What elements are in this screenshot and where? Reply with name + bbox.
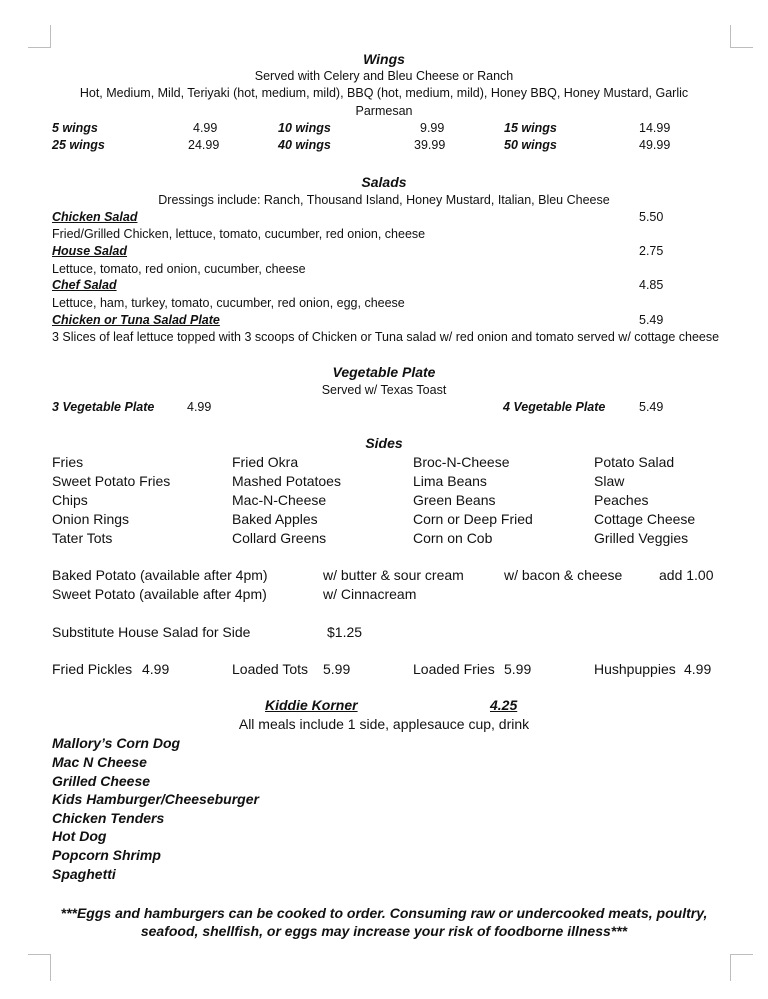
side-item: Potato Salad [594, 454, 675, 470]
kids-menu-item: Kids Hamburger/Cheeseburger [52, 791, 259, 807]
sweet-potato-label: Sweet Potato (available after 4pm) [52, 586, 267, 602]
side-item: Green Beans [413, 492, 496, 508]
wings-price: 39.99 [414, 138, 446, 152]
wings-count: 40 wings [278, 138, 331, 152]
extra-side-name: Hushpuppies [594, 661, 676, 677]
corner-mark-bottom-right [730, 954, 753, 981]
side-item: Chips [52, 492, 88, 508]
kids-menu-item: Mac N Cheese [52, 754, 147, 770]
wings-count: 15 wings [504, 121, 557, 135]
side-item: Fried Okra [232, 454, 299, 470]
extra-side-name: Fried Pickles [52, 661, 133, 677]
salads-title: Salads [361, 174, 407, 190]
wings-price: 14.99 [639, 121, 671, 135]
vegetable-plate-price: 5.49 [639, 400, 664, 414]
salad-price: 5.49 [639, 313, 664, 327]
kids-menu-item: Chicken Tenders [52, 810, 165, 826]
salad-description: Fried/Grilled Chicken, lettuce, tomato, cucumber, red onion, cheese [52, 227, 426, 241]
corner-mark-top-left [28, 25, 51, 48]
wings-flavors-line1: Hot, Medium, Mild, Teriyaki (hot, medium, mild), BBQ (hot, medium, mild), Honey BBQ, Honey Mustard, Garlic [79, 86, 689, 100]
corner-mark-top-right [730, 25, 753, 48]
wings-subtitle: Served with Celery and Bleu Cheese or Ranch [254, 69, 514, 83]
wings-count: 25 wings [52, 138, 105, 152]
side-item: Slaw [594, 473, 625, 489]
vegetable-plate-subtitle: Served w/ Texas Toast [321, 383, 447, 397]
vegetable-plate-option: 3 Vegetable Plate [52, 400, 155, 414]
wings-price: 24.99 [188, 138, 220, 152]
baked-potato-option: w/ bacon & cheese [504, 567, 623, 583]
side-item: Fries [52, 454, 84, 470]
vegetable-plate-option: 4 Vegetable Plate [503, 400, 606, 414]
side-item: Onion Rings [52, 511, 130, 527]
kiddie-korner-title: Kiddie Korner [265, 697, 358, 713]
side-item: Baked Apples [232, 511, 318, 527]
substitute-salad-label: Substitute House Salad for Side [52, 624, 251, 640]
vegetable-plate-title: Vegetable Plate [332, 364, 436, 380]
kiddie-korner-subtitle: All meals include 1 side, applesauce cup, drink [238, 716, 530, 732]
extra-side-name: Loaded Tots [232, 661, 309, 677]
salad-name: Chef Salad [52, 278, 117, 292]
baked-potato-label: Baked Potato (available after 4pm) [52, 567, 268, 583]
salads-dressings: Dressings include: Ranch, Thousand Island, Honey Mustard, Italian, Bleu Cheese [158, 193, 610, 207]
disclaimer-line1: ***Eggs and hamburgers can be cooked to order. Consuming raw or undercooked meats, poultry, [60, 905, 708, 921]
salad-name: Chicken or Tuna Salad Plate [52, 313, 220, 327]
side-item: Tater Tots [52, 530, 113, 546]
wings-price: 4.99 [193, 121, 218, 135]
sides-title: Sides [365, 435, 403, 451]
extra-side-price: 5.99 [504, 661, 532, 677]
substitute-salad-price: $1.25 [327, 624, 363, 640]
side-item: Corn or Deep Fried [413, 511, 533, 527]
salad-price: 5.50 [639, 210, 664, 224]
side-item: Lima Beans [413, 473, 487, 489]
side-item: Broc-N-Cheese [413, 454, 510, 470]
side-item: Mashed Potatoes [232, 473, 341, 489]
salad-description: 3 Slices of leaf lettuce topped with 3 scoops of Chicken or Tuna salad w/ red onion and tomato served w/ cottage cheese [52, 330, 720, 344]
vegetable-plate-price: 4.99 [187, 400, 212, 414]
side-item: Corn on Cob [413, 530, 493, 546]
wings-price: 9.99 [420, 121, 445, 135]
disclaimer-line2: seafood, shellfish, or eggs may increase your risk of foodborne illness*** [140, 923, 628, 939]
baked-potato-add-price: add 1.00 [659, 567, 714, 583]
sweet-potato-option: w/ Cinnacream [323, 586, 417, 602]
corner-mark-bottom-left [28, 954, 51, 981]
wings-count: 50 wings [504, 138, 557, 152]
kiddie-korner-price: 4.25 [490, 697, 518, 713]
side-item: Grilled Veggies [594, 530, 689, 546]
wings-count: 5 wings [52, 121, 98, 135]
kids-menu-item: Hot Dog [52, 828, 107, 844]
salad-name: House Salad [52, 244, 128, 258]
extra-side-price: 4.99 [684, 661, 712, 677]
kids-menu-item: Spaghetti [52, 866, 116, 882]
wings-price: 49.99 [639, 138, 671, 152]
kids-menu-item: Mallory’s Corn Dog [52, 735, 181, 751]
kids-menu-item: Grilled Cheese [52, 773, 151, 789]
salad-name: Chicken Salad [52, 210, 138, 224]
kids-menu-item: Popcorn Shrimp [52, 847, 161, 863]
wings-count: 10 wings [278, 121, 331, 135]
salad-price: 2.75 [639, 244, 664, 258]
side-item: Collard Greens [232, 530, 327, 546]
side-item: Peaches [594, 492, 649, 508]
side-item: Cottage Cheese [594, 511, 696, 527]
extra-side-name: Loaded Fries [413, 661, 495, 677]
extra-side-price: 5.99 [323, 661, 351, 677]
side-item: Sweet Potato Fries [52, 473, 171, 489]
salad-description: Lettuce, ham, turkey, tomato, cucumber, red onion, egg, cheese [52, 296, 405, 310]
extra-side-price: 4.99 [142, 661, 170, 677]
side-item: Mac-N-Cheese [232, 492, 327, 508]
wings-title: Wings [363, 51, 405, 67]
salad-description: Lettuce, tomato, red onion, cucumber, cheese [52, 262, 306, 276]
salad-price: 4.85 [639, 278, 664, 292]
wings-flavors-line2: Parmesan [355, 104, 413, 118]
baked-potato-option: w/ butter & sour cream [323, 567, 464, 583]
